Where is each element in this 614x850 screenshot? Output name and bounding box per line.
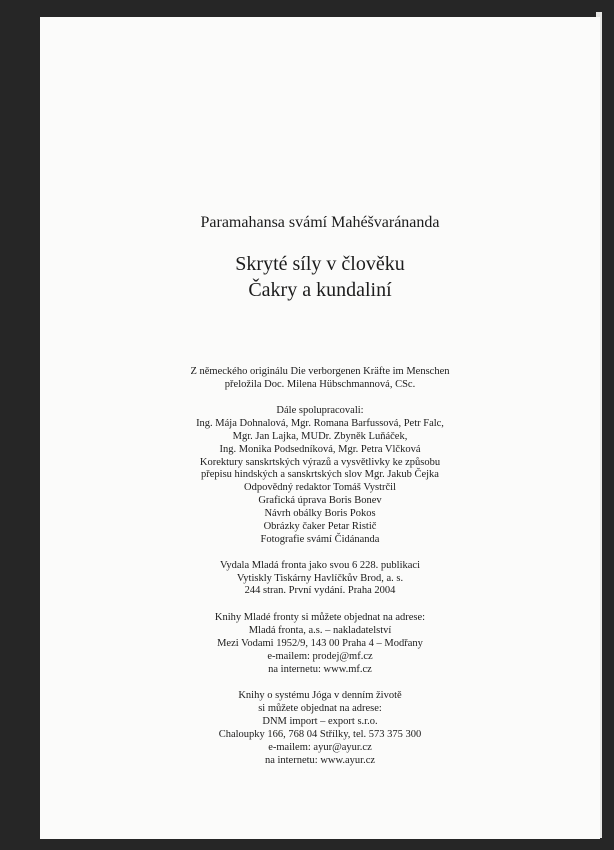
orders-line: Mezi Vodami 1952/9, 143 00 Praha 4 – Modřany [217, 638, 423, 649]
publication-line: Vytiskly Tiskárny Havlíčkův Brod, a. s. [236, 573, 404, 584]
yoga-orders-line: Knihy o systému Jóga v denním životě [238, 690, 402, 701]
credits-line: Návrh obálky Boris Pokos [264, 508, 376, 519]
credits-line: Dále spolupracovali: [276, 405, 364, 416]
translation-line: Z německého originálu Die verborgenen Kräfte im Menschen [190, 366, 450, 377]
credits-line: Korektury sanskrtských výrazů a vysvětlivky ke způsobu [199, 457, 441, 468]
credits-line: Mgr. Jan Lajka, MUDr. Zbyněk Luňáček, [232, 431, 408, 442]
author-name: Paramahansa svámí Mahéšvaránanda [200, 214, 440, 231]
yoga-orders-line: na internetu: www.ayur.cz [264, 755, 376, 766]
orders-line: na internetu: www.mf.cz [268, 664, 372, 675]
credits-line: přepisu hindských a sanskrtských slov Mgr. Jakub Čejka [201, 469, 439, 480]
publication-line: Vydala Mladá fronta jako svou 6 228. publikaci [219, 560, 421, 571]
credits-line: Ing. Monika Podsedníková, Mgr. Petra Vlčková [219, 444, 421, 455]
yoga-orders-line: DNM import – export s.r.o. [262, 716, 378, 727]
translation-line: přeložila Doc. Milena Hübschmannová, CSc. [224, 379, 416, 390]
book-subtitle: Čakry a kundaliní [248, 279, 392, 301]
credits-line: Ing. Mája Dohnalová, Mgr. Romana Barfussová, Petr Falc, [196, 418, 444, 429]
credits-line: Fotografie svámí Čidánanda [260, 534, 380, 545]
book-title: Skryté síly v člověku [235, 253, 405, 275]
publication-line: 244 stran. První vydání. Praha 2004 [244, 585, 396, 596]
orders-line: Knihy Mladé fronty si můžete objednat na adrese: [214, 612, 426, 623]
credits-line: Grafická úprava Boris Bonev [258, 495, 382, 506]
orders-line: e-mailem: prodej@mf.cz [267, 651, 373, 662]
credits-line: Obrázky čaker Petar Ristič [263, 521, 377, 532]
book-page [40, 17, 600, 839]
orders-line: Mladá fronta, a.s. – nakladatelství [248, 625, 392, 636]
yoga-orders-line: si můžete objednat na adrese: [258, 703, 382, 714]
yoga-orders-line: e-mailem: ayur@ayur.cz [268, 742, 372, 753]
yoga-orders-line: Chaloupky 166, 768 04 Střílky, tel. 573 375 300 [218, 729, 422, 740]
credits-line: Odpovědný redaktor Tomáš Vystrčil [244, 482, 396, 493]
